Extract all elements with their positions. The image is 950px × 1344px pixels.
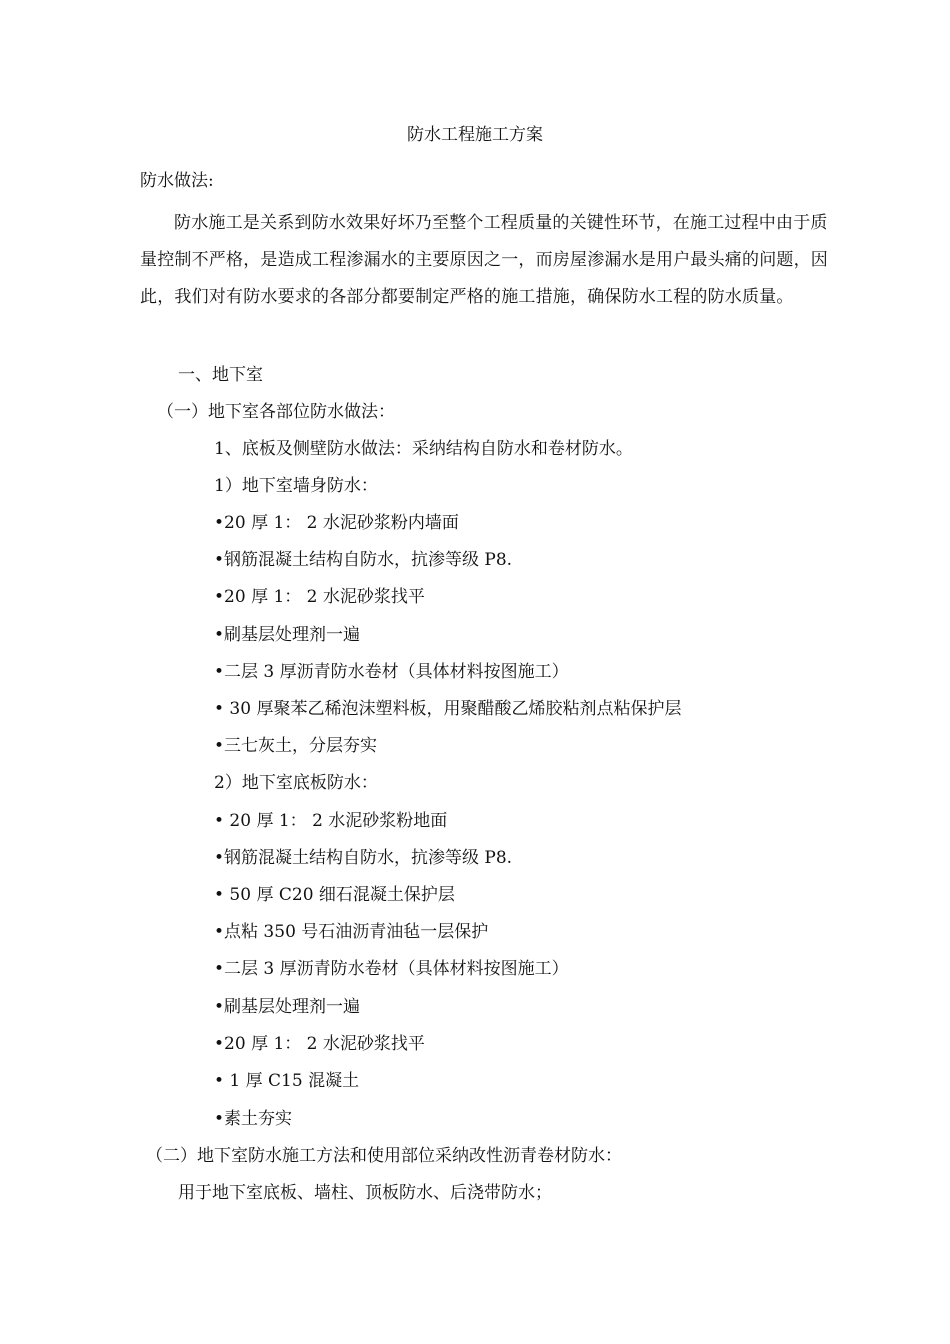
list-item: •二层 3 厚沥青防水卷材（具体材料按图施工） (214, 959, 569, 979)
subheading-basement-construction: （二）地下室防水施工方法和使用部位采纳改性沥青卷材防水： (146, 1146, 622, 1166)
list-item: • 30 厚聚苯乙稀泡沫塑料板，用聚醋酸乙烯胶粘剂点粘保护层 (214, 699, 682, 719)
list-item: •20 厚 1： 2 水泥砂浆找平 (214, 587, 425, 607)
list-item: •钢筋混凝土结构自防水，抗渗等级 P8. (214, 550, 513, 570)
list-item: •刷基层处理剂一遍 (214, 625, 361, 645)
heading-basement: 一、地下室 (178, 365, 263, 385)
wall-waterproof-heading: 1）地下室墙身防水： (214, 476, 378, 496)
subheading-basement-methods: （一）地下室各部位防水做法： (157, 402, 395, 422)
list-item: •钢筋混凝土结构自防水，抗渗等级 P8. (214, 848, 513, 868)
list-item: • 50 厚 C20 细石混凝土保护层 (214, 885, 455, 905)
intro-paragraph: 防水施工是关系到防水效果好坏乃至整个工程质量的关键性环节，在施工过程中由于质量控制不严格，是造成工程渗漏水的主要原因之一，而房屋渗漏水是用户最头痛的问题，因此，我们对有防水要求的各部分都要制定严格的施工措施，确保防水工程的防水质量。 (140, 213, 828, 307)
list-item: •二层 3 厚沥青防水卷材（具体材料按图施工） (214, 662, 569, 682)
list-item: •20 厚 1： 2 水泥砂浆粉内墙面 (214, 513, 459, 533)
section-heading: 防水做法: (140, 171, 214, 191)
list-item: •20 厚 1： 2 水泥砂浆找平 (214, 1034, 425, 1054)
item-floor-wall-method: 1、底板及侧壁防水做法：采纳结构自防水和卷材防水。 (214, 439, 633, 459)
list-item: •刷基层处理剂一遍 (214, 997, 361, 1017)
floor-waterproof-heading: 2）地下室底板防水： (214, 773, 378, 793)
list-item: • 20 厚 1： 2 水泥砂浆粉地面 (214, 811, 448, 831)
document-title: 防水工程施工方案 (407, 125, 543, 145)
usage-text: 用于地下室底板、墙柱、顶板防水、后浇带防水； (178, 1183, 552, 1203)
list-item: •点粘 350 号石油沥青油毡一层保护 (214, 922, 489, 942)
list-item: •三七灰土，分层夯实 (214, 736, 378, 756)
list-item: • 1 厚 C15 混凝土 (214, 1071, 360, 1091)
list-item: •素土夯实 (214, 1109, 293, 1129)
